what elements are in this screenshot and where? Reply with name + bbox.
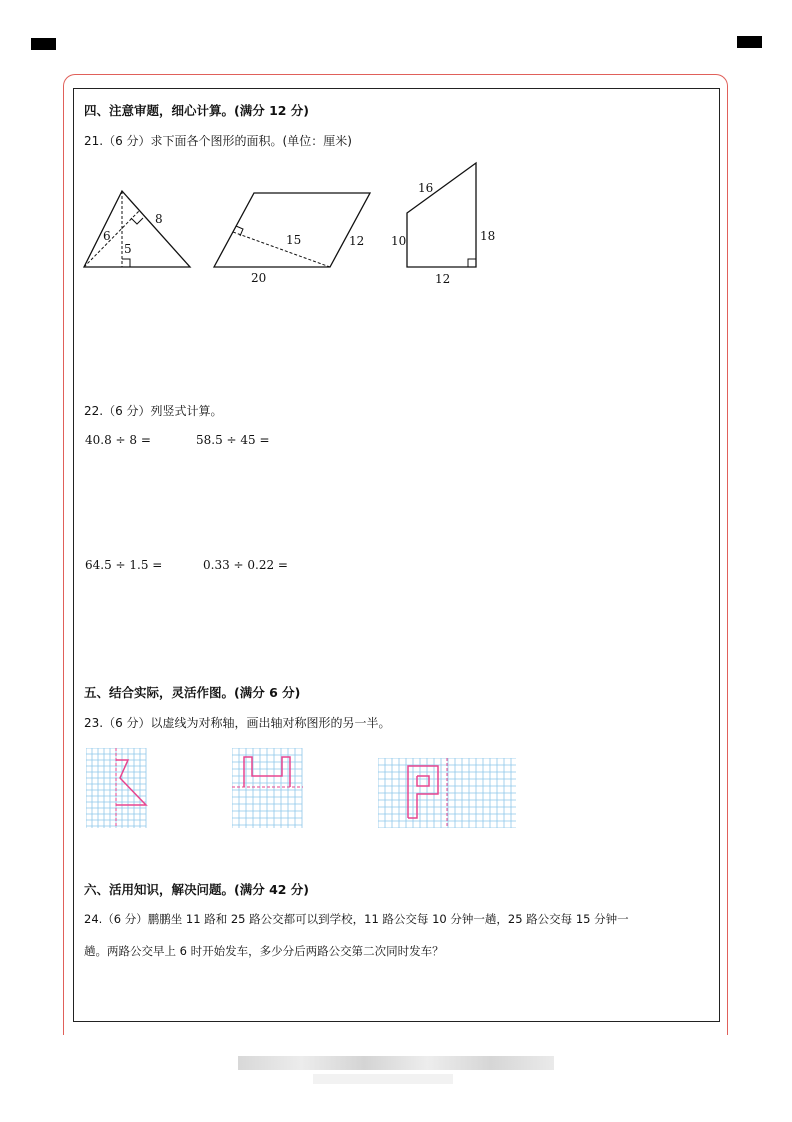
calc-3: 64.5 ÷ 1.5 =	[85, 558, 163, 572]
trapezoid-label-12: 12	[435, 272, 451, 286]
question-21: 21.（6 分）求下面各个图形的面积。(单位：厘米)	[84, 134, 352, 148]
symmetry-grid-2	[232, 748, 303, 828]
parallelogram-label-15: 15	[286, 233, 302, 247]
parallelogram-figure	[210, 190, 375, 270]
calc-2: 58.5 ÷ 45 =	[196, 433, 270, 447]
corner-marker-left	[31, 38, 56, 50]
triangle-figure	[80, 186, 195, 272]
calc-1: 40.8 ÷ 8 =	[85, 433, 151, 447]
corner-marker-right	[737, 36, 762, 48]
symmetry-grid-1	[86, 748, 148, 828]
calc-4: 0.33 ÷ 0.22 =	[203, 558, 288, 572]
blurred-footer-watermark-2	[313, 1074, 453, 1084]
trapezoid-label-18: 18	[480, 229, 496, 243]
question-24-line-2: 趟。两路公交早上 6 时开始发车，多少分后两路公交第二次同时发车？	[84, 944, 444, 958]
symmetry-grid-3	[378, 758, 518, 828]
triangle-label-5: 5	[124, 242, 132, 256]
trapezoid-label-10: 10	[391, 234, 407, 248]
section-5-heading: 五、结合实际，灵活作图。(满分 6 分)	[84, 685, 301, 700]
section-6-heading: 六、活用知识，解决问题。(满分 42 分)	[84, 882, 310, 897]
triangle-label-8: 8	[155, 212, 163, 226]
blurred-footer-watermark	[238, 1056, 554, 1070]
triangle-label-6: 6	[103, 229, 111, 243]
question-23: 23.（6 分）以虚线为对称轴，画出轴对称图形的另一半。	[84, 716, 391, 730]
parallelogram-label-20: 20	[251, 271, 267, 285]
trapezoid-label-16: 16	[418, 181, 434, 195]
question-22: 22.（6 分）列竖式计算。	[84, 404, 223, 418]
trapezoid-figure	[402, 160, 482, 272]
section-4-heading: 四、注意审题，细心计算。(满分 12 分)	[84, 103, 310, 118]
parallelogram-label-12: 12	[349, 234, 365, 248]
question-24-line-1: 24.（6 分）鹏鹏坐 11 路和 25 路公交都可以到学校，11 路公交每 10 分钟一趟，25 路公交每 15 分钟一	[84, 912, 629, 926]
